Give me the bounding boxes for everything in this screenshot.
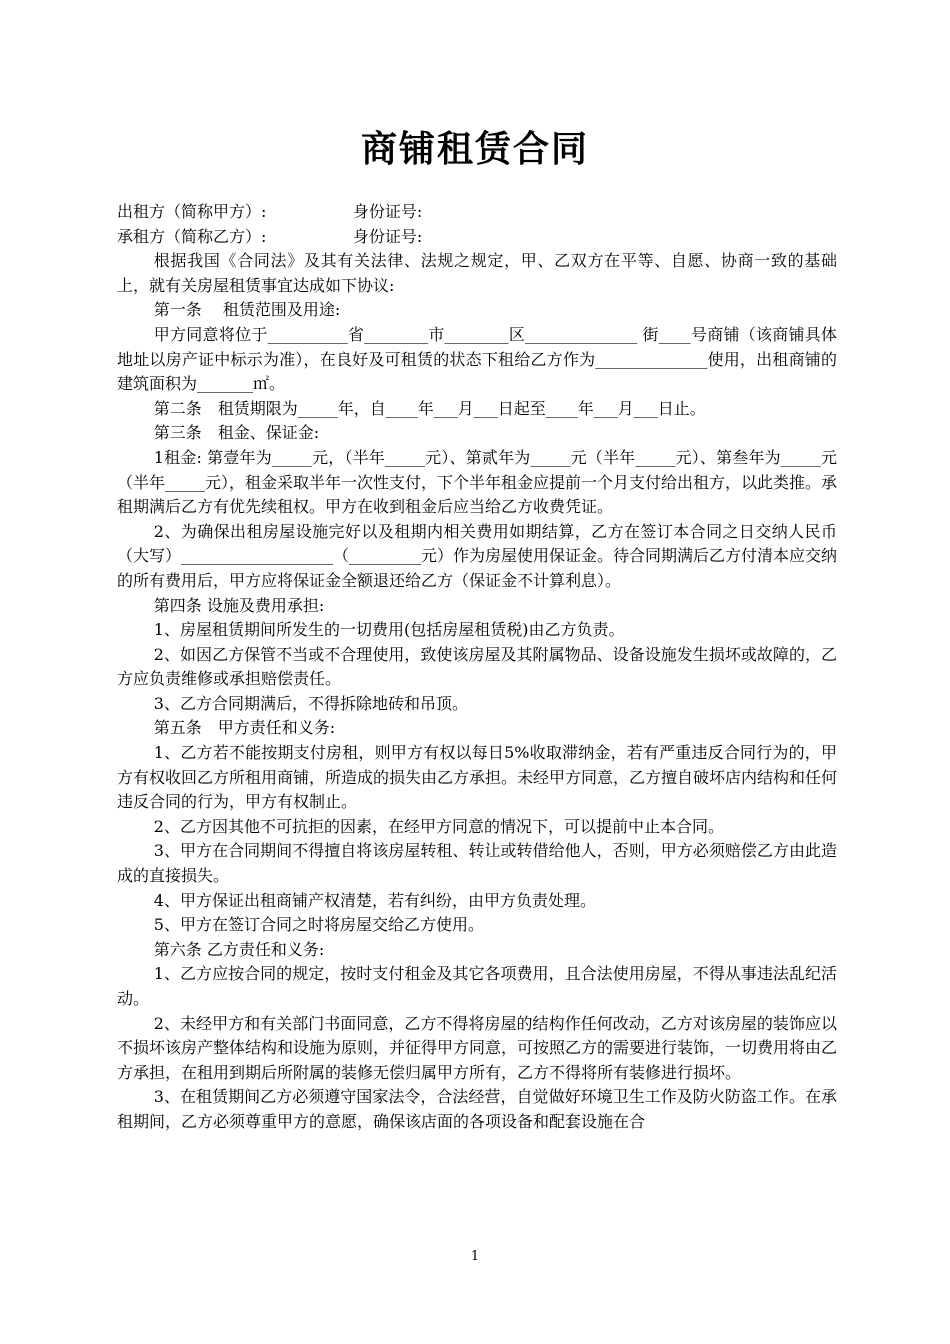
article-6-heading: 第六条 乙方责任和义务:	[153, 939, 325, 959]
article-4-item-1: 1、房屋租赁期间所发生的一切费用(包括房屋租赁税)由乙方负责。	[153, 620, 625, 640]
lessee-line: 承租方（简称乙方）: 身份证号:	[117, 226, 423, 246]
article-6-item-3: 3、在租赁期间乙方必须遵守国家法令，合法经营，自觉做好环境卫生工作及防火防盗工作。在承租期间，乙方必须尊重甲方的意愿，确保该店面的各项设备和配套设施在合	[117, 1087, 837, 1131]
article-3-rent-paragraph: 1租金: 第壹年为_____元，（半年_____元）、第贰年为_____元（半年_____元）、第叁年为_____元（半年_____元），租金采取半年一次性支付，下个半年租金应提前一个月支付给出租方，以此类推。承租期满后乙方有优先续租权。甲方在收到租金后应当给乙方收费凭证。	[117, 447, 838, 517]
document-title: 商铺租赁合同	[360, 129, 589, 170]
article-1-paragraph: 甲方同意将位于__________省________市________区______________ 街____号商铺（该商铺具体地址以房产证中标示为准），在良好及可租赁的状态下租给乙方作为______________使用，出租商铺的建筑面积为_______㎡。	[117, 324, 837, 394]
lessor-line: 出租方（简称甲方）: 身份证号:	[117, 202, 423, 221]
preamble-paragraph: 根据我国《合同法》及其有关法律、法规之规定，甲、乙双方在平等、自愿、协商一致的基础上，就有关房屋租赁事宜达成如下协议:	[117, 251, 837, 295]
document-body	[117, 200, 837, 1135]
article-1-heading: 第一条 租赁范围及用途:	[153, 300, 341, 320]
article-6-item-2: 2、未经甲方和有关部门书面同意，乙方不得将房屋的结构作任何改动，乙方对该房屋的装饰应以不损坏该房产整体结构和设施为原则，并征得甲方同意，可按照乙方的需要进行装饰，一切费用将由乙方承担，在租用到期后所附属的装修无偿归属甲方所有，乙方不得将所有装修进行损坏。	[117, 1013, 838, 1082]
article-6-item-1: 1、乙方应按合同的规定，按时支付租金及其它各项费用，且合法使用房屋，不得从事违法乱纪活动。	[117, 964, 837, 1008]
article-3-heading: 第三条 租金、保证金:	[153, 423, 320, 443]
page-number: 1	[470, 1249, 480, 1264]
article-3-deposit-paragraph: 2、为确保出租房屋设施完好以及租期内相关费用如期结算，乙方在签订本合同之日交纳人民币（大写）___________________（_________元）作为房屋使用保证金。待合同期满后乙方付清本应交纳的所有费用后，甲方应将保证金全额退还给乙方（保证金不计算利息）。	[117, 521, 838, 590]
article-5-item-2: 2、乙方因其他不可抗拒的因素，在经甲方同意的情况下，可以提前中止本合同。	[153, 816, 724, 836]
article-5-item-3: 3、甲方在合同期间不得擅自将该房屋转租、转让或转借给他人，否则，甲方必须赔偿乙方由此造成的直接损失。	[117, 841, 837, 886]
article-4-heading: 第四条 设施及费用承担:	[153, 595, 325, 615]
article-5-item-5: 5、甲方在签订合同之时将房屋交给乙方使用。	[153, 915, 484, 935]
article-4-item-3: 3、乙方合同期满后，不得拆除地砖和吊顶。	[153, 693, 468, 713]
article-2-paragraph: 第二条 租赁期限为_____年，自____年___月___日起至____年___月___日止。	[153, 398, 706, 418]
article-5-item-4: 4、甲方保证出租商铺产权清楚，若有纠纷，由甲方负责处理。	[153, 890, 596, 910]
article-4-item-2: 2、如因乙方保管不当或不合理使用，致使该房屋及其附属物品、设备设施发生损坏或故障的，乙方应负责维修或承担赔偿责任。	[117, 644, 837, 689]
article-5-heading: 第五条 甲方责任和义务:	[153, 718, 336, 738]
article-5-item-1: 1、乙方若不能按期支付房租，则甲方有权以每日5%收取滞纳金，若有严重违反合同行为的，甲方有权收回乙方所租用商铺，所造成的损失由乙方承担。未经甲方同意，乙方擅自破坏店内结构和任何违反合同的行为，甲方有权制止。	[117, 743, 838, 812]
